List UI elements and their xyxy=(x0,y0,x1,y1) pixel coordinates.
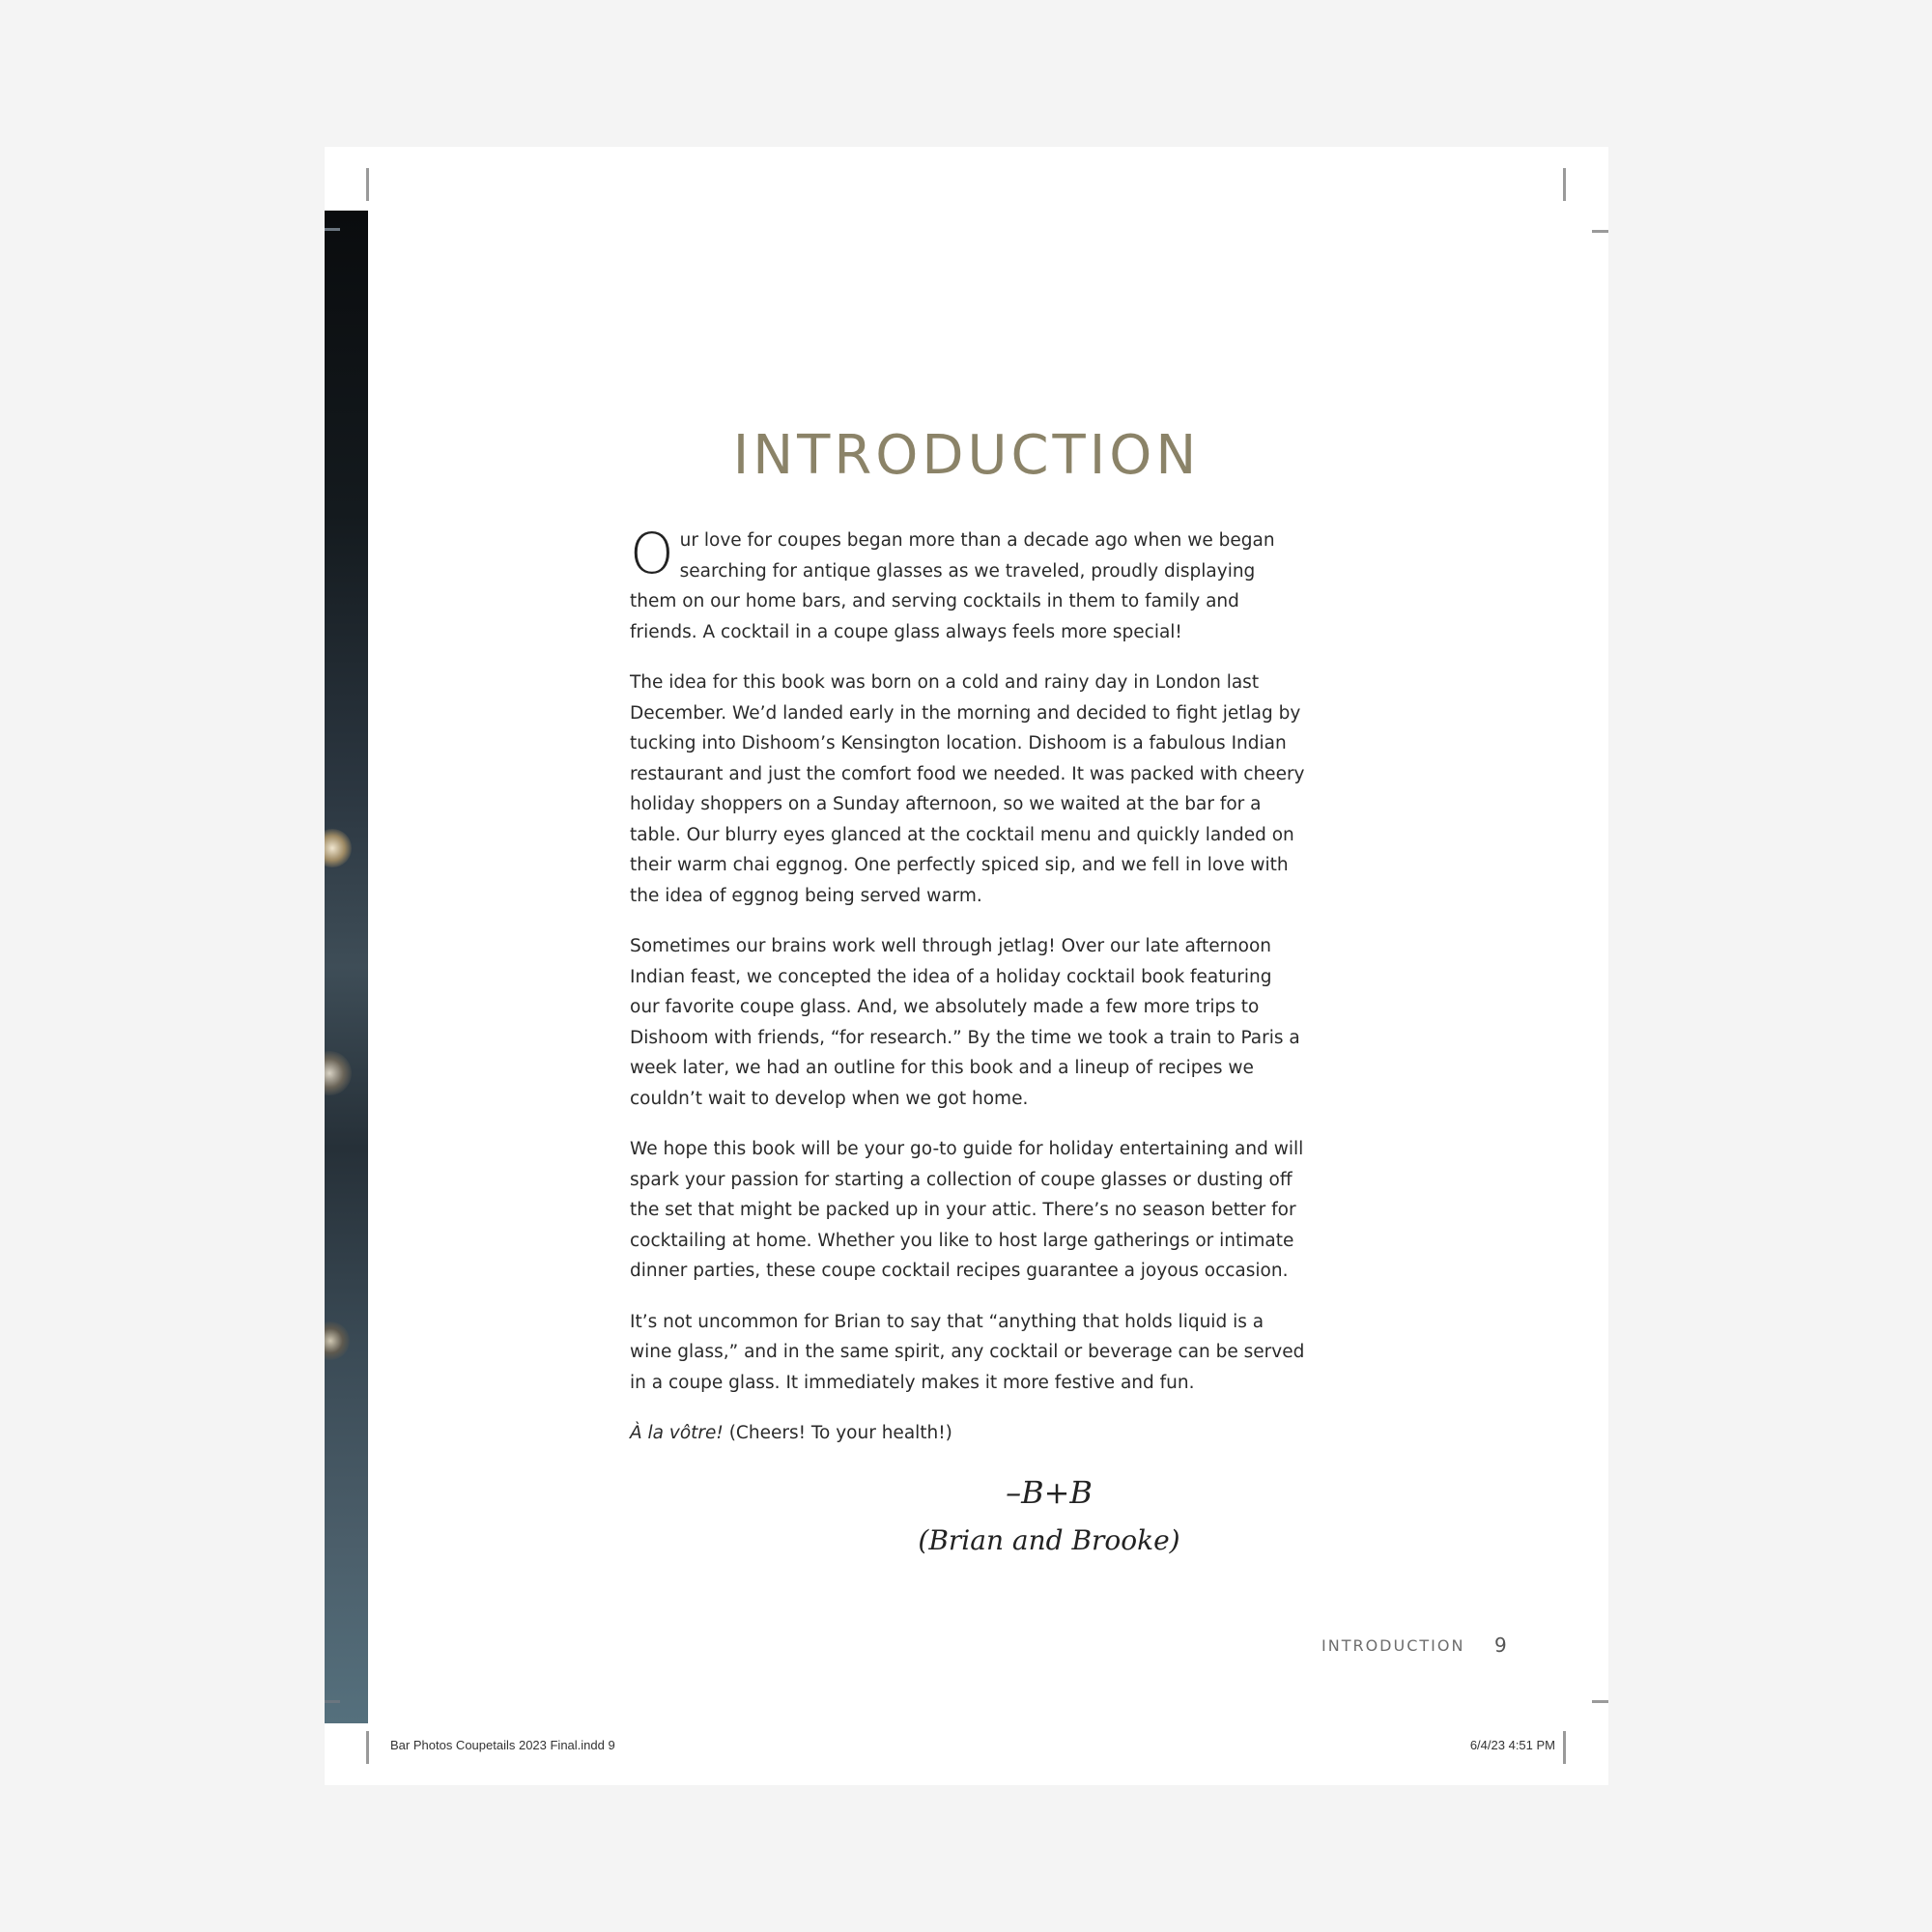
photo-glint xyxy=(325,1051,352,1095)
signature-names: (Brian and Brooke) xyxy=(918,1524,1180,1556)
paragraph: Sometimes our brains work well through jetlag! Over our late afternoon Indian feast, we concepted the idea of a holiday cocktail book featuring our favorite coupe glass. And, we absolutely made a few more trips to Dishoom with friends, “for research.” By the time we took a train to Paris a week later, we had an outline for this book and a lineup of recipes we couldn’t wait to develop when we got home. xyxy=(630,936,1300,1109)
page-title: INTRODUCTION xyxy=(732,424,1201,487)
crop-mark xyxy=(1592,1700,1608,1703)
paragraph: We hope this book will be your go-to guide for holiday entertaining and will spark your passion for starting a collection of coupe glasses or dusting off the set that might be packed up in your attic. There’s no season better for cocktailing at home. Whether you like to host large gatherings or intimate dinner parties, these coupe cocktail recipes guarantee a joyous occasion. xyxy=(630,1139,1304,1281)
signature xyxy=(808,1468,1291,1565)
closing-line xyxy=(630,1418,1306,1449)
page-number: 9 xyxy=(1494,1634,1507,1657)
running-head: INTRODUCTION xyxy=(1321,1636,1465,1655)
crop-mark xyxy=(325,1700,340,1703)
paragraph-text: ur love for coupes began more than a decade ago when we began searching for antique glasses as we traveled, proudly displaying them on our home bars, and serving cocktails in them to family and friends. A cocktail in a coupe glass always feels more special! xyxy=(630,530,1275,642)
print-slug-filename: Bar Photos Coupetails 2023 Final.indd 9 xyxy=(390,1738,615,1752)
photo-glint xyxy=(325,829,352,867)
crop-mark xyxy=(1563,168,1566,201)
closing-toast: À la vôtre! xyxy=(630,1423,724,1443)
paragraph xyxy=(630,521,1306,647)
body-text xyxy=(630,521,1306,1469)
crop-mark xyxy=(325,228,340,231)
paragraph: It’s not uncommon for Brian to say that “anything that holds liquid is a wine glass,” and in the same spirit, any cocktail or beverage can be served in a coupe glass. It immediately makes it more festive and fun. xyxy=(630,1311,1305,1393)
paragraph: The idea for this book was born on a cold and rainy day in London last December. We’d landed early in the morning and decided to fight jetlag by tucking into Dishoom’s Kensington location. Dishoom is a fabulous Indian restaurant and just the comfort food we needed. It was packed with cheery holiday shoppers on a Sunday afternoon, so we waited at the bar for a table. Our blurry eyes glanced at the cocktail menu and quickly landed on their warm chai eggnog. One perfectly spiced sip, and we fell in love with the idea of eggnog being served warm. xyxy=(630,672,1305,906)
crop-mark xyxy=(366,168,369,201)
print-slug-timestamp: 6/4/23 4:51 PM xyxy=(1469,1738,1555,1752)
closing-translation: (Cheers! To your health!) xyxy=(723,1423,952,1443)
crop-mark xyxy=(366,1731,369,1764)
signature-initials: –B+B xyxy=(1006,1474,1093,1511)
crop-mark xyxy=(1592,230,1608,233)
crop-mark xyxy=(1563,1731,1566,1764)
book-page xyxy=(325,147,1608,1785)
drop-cap: O xyxy=(630,521,674,586)
photo-glint xyxy=(325,1321,350,1360)
